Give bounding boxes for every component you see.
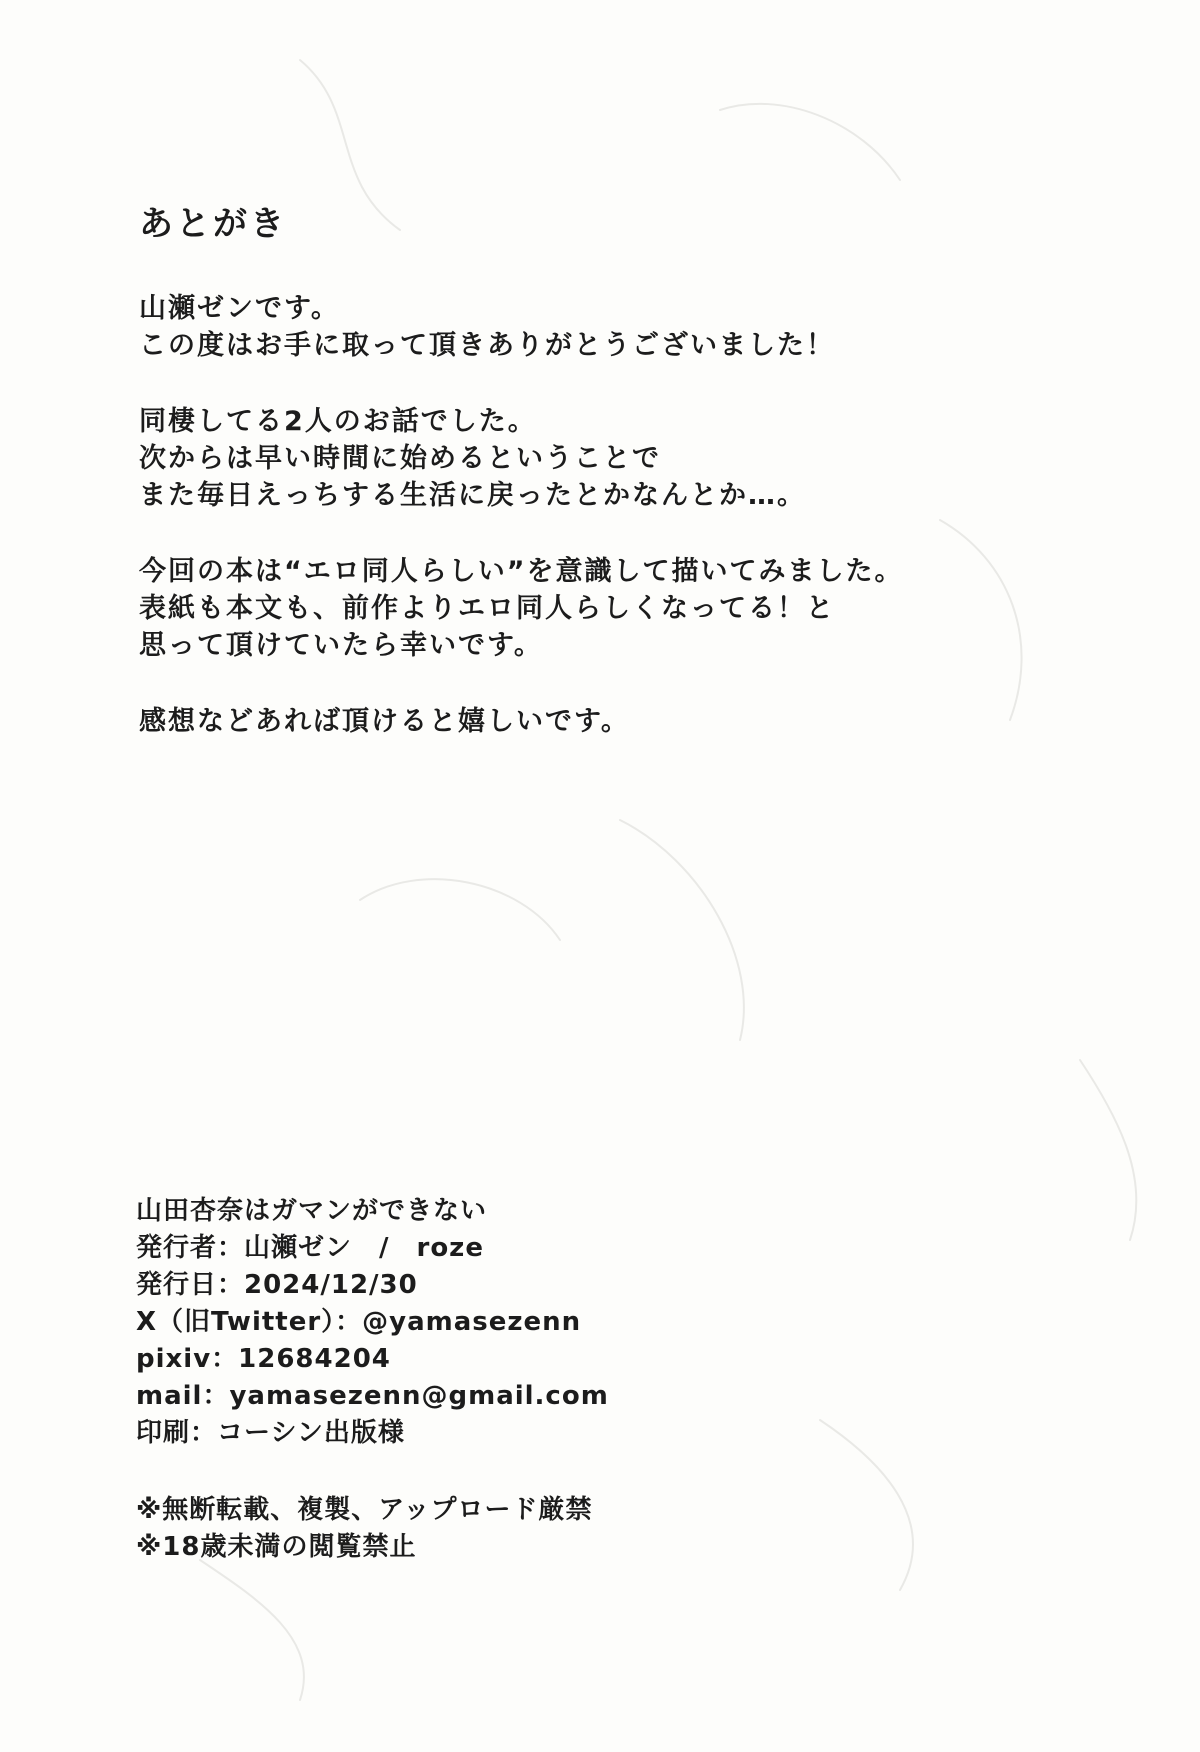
afterword-title: あとがき [139, 204, 287, 244]
afterword-line: また毎日えっちする生活に戻ったとかなんとか…。 [139, 480, 806, 511]
colophon-section [136, 1193, 1136, 1452]
book-title: 山田杏奈はガマンができない [136, 1196, 488, 1226]
no-reprint-notice: ※無断転載、複製、アップロード厳禁 [136, 1495, 593, 1525]
notes-section [136, 1492, 1136, 1566]
afterword-line: 山瀬ゼンです。 [139, 293, 340, 324]
afterword-paragraph [139, 703, 1139, 740]
publisher: 発行者：山瀬ゼン / roze [136, 1233, 484, 1263]
afterword-line: 思って頂けていたら幸いです。 [139, 630, 543, 661]
afterword-line: 同棲してる2人のお話でした。 [139, 406, 537, 437]
publish-date: 発行日：2024/12/30 [136, 1270, 418, 1300]
mail-address: mail：yamasezenn@gmail.com [136, 1381, 609, 1411]
afterword-line: 次からは早い時間に始めるということで [139, 443, 661, 474]
printer: 印刷：コーシン出版様 [136, 1418, 405, 1448]
afterword-line: 表紙も本文も、前作よりエロ同人らしくなってる！と [139, 593, 835, 624]
afterword-line: この度はお手に取って頂きありがとうございました！ [139, 330, 835, 361]
pixiv-id: pixiv：12684204 [136, 1344, 391, 1374]
age-limit-notice: ※18歳未満の閲覧禁止 [136, 1532, 417, 1562]
afterword-section [139, 202, 1139, 779]
twitter-handle: X（旧Twitter）：@yamasezenn [136, 1307, 582, 1337]
afterword-paragraph [139, 553, 1139, 664]
afterword-line: 感想などあれば頂けると嬉しいです。 [139, 706, 630, 737]
afterword-paragraph [139, 403, 1139, 514]
afterword-paragraph [139, 290, 1139, 364]
afterword-line: 今回の本は“エロ同人らしい”を意識して描いてみました。 [139, 556, 904, 587]
